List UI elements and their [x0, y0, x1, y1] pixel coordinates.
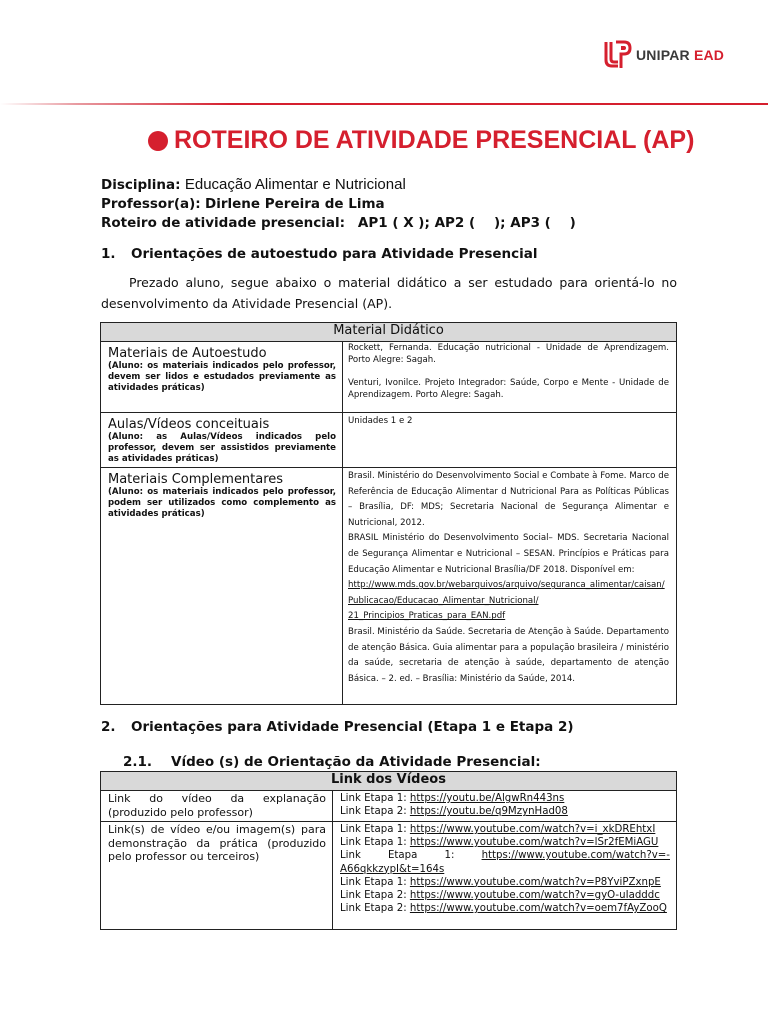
section-1-heading — [101, 246, 538, 262]
reference-link[interactable]: http://www.mds.gov.br/webarquivos/arquivo/seguranca_alimentar/caisan/ — [348, 580, 665, 591]
header-rule — [0, 103, 768, 105]
video-link[interactable]: https://youtu.be/AlgwRn443ns — [409, 793, 565, 804]
table-row — [101, 342, 677, 413]
link-prefix: Link Etapa 2: — [340, 890, 407, 902]
reference-text: Brasil. Ministério da Saúde. Secretaria de Atenção à Saúde. Departamento de atenção Básica. Guia alimentar para a população brasileira / ministério da saúde, secretaria de atenção à saúde, departamento de atenção Básica. – 2. ed. – Brasília: Ministério da Saúde, 2014. — [348, 626, 669, 684]
intro-paragraph: Prezado aluno, segue abaixo o material didático a ser estudado para orientá-lo no desenvolvimento da Atividade Presencial (AP). — [101, 275, 677, 311]
logo-suffix: EAD — [693, 47, 725, 63]
link-prefix: Link — [340, 850, 361, 862]
section-1-title: Orientações de autoestudo para Atividade Presencial — [131, 246, 538, 262]
logo-brand: UNIPAR — [636, 47, 690, 63]
units-cell: Unidades 1 e 2 — [343, 413, 677, 468]
references-cell — [343, 468, 677, 705]
video-link-line — [340, 876, 670, 889]
video-link[interactable]: https://www.youtube.com/watch?v=lSr2fEMiAGU — [409, 837, 659, 849]
logo-text — [636, 47, 724, 63]
video-link-line — [340, 836, 670, 849]
link-prefix: Link Etapa 1: — [340, 876, 407, 888]
reference-link[interactable]: Publicacao/Educacao_Alimentar_Nutricional/ — [348, 595, 539, 606]
video-link[interactable]: https://youtu.be/q9MzynHad08 — [409, 806, 568, 818]
table-row — [101, 468, 677, 705]
section-2-1-heading — [123, 754, 541, 770]
reference-text: Venturi, Ivonilce. Projeto Integrador: Saúde, Corpo e Mente - Unidade de Aprendizagem. Porto Alegre: Sagah. — [348, 378, 669, 400]
professor-label: Professor(a): — [101, 196, 201, 212]
table-row — [101, 822, 677, 930]
section-2-1-number: 2.1. — [123, 754, 153, 770]
section-2-heading — [101, 719, 574, 735]
roteiro-line — [101, 214, 576, 233]
link-prefix: Etapa — [388, 850, 418, 862]
unipar-logo-icon — [604, 40, 632, 70]
category-cell — [101, 413, 343, 468]
section-2-title: Orientações para Atividade Presencial (Etapa 1 e Etapa 2) — [131, 719, 574, 735]
link-prefix: Link Etapa 2: — [340, 806, 407, 818]
disciplina-value: Educação Alimentar e Nutricional — [184, 176, 406, 193]
reference-link[interactable]: 21_Principios_Praticas_para_EAN.pdf — [348, 611, 506, 622]
link-prefix: Link Etapa 1: — [340, 793, 407, 804]
reference-text: BRASIL Ministério do Desenvolvimento Social– MDS. Secretaria Nacional de Segurança Alimentar e Nutricional – SESAN. Princípios e Práticas para Educação Alimentar e Nutricional Brasília/DF 2018. Disponível em: — [348, 533, 669, 575]
category-title: Materiais de Autoestudo — [108, 346, 267, 361]
professor-line — [101, 195, 576, 214]
video-link-line — [340, 849, 670, 862]
professor-value: Dirlene Pereira de Lima — [205, 196, 385, 212]
video-link-line — [340, 823, 670, 836]
bullet-dot-icon — [148, 131, 168, 151]
category-title: Materiais Complementares — [108, 472, 284, 487]
video-link[interactable]: A66qkkzypI&t=164s — [340, 863, 445, 875]
video-link-line — [340, 863, 670, 876]
section-2-1-title: Vídeo (s) de Orientação da Atividade Presencial: — [171, 754, 541, 770]
material-table — [100, 322, 677, 705]
disciplina-label: Disciplina: — [101, 177, 181, 193]
disciplina-line — [101, 175, 576, 195]
video-link-line — [340, 792, 670, 805]
category-note: (Aluno: os materiais indicados pelo professor, podem ser utilizados como complemento as atividades práticas) — [108, 487, 336, 519]
section-2-number: 2. — [101, 719, 116, 735]
video-link-line — [340, 902, 670, 915]
unipar-logo — [604, 40, 724, 70]
roteiro-value: AP1 ( X ); AP2 ( ); AP3 ( ) — [357, 215, 576, 231]
category-cell — [101, 468, 343, 705]
video-links-cell — [333, 791, 677, 822]
table-row — [101, 413, 677, 468]
link-prefix: Link Etapa 2: — [340, 903, 407, 915]
category-title: Aulas/Vídeos conceituais — [108, 417, 270, 432]
link-prefix: 1: — [444, 850, 455, 862]
page-title: ROTEIRO DE ATIVIDADE PRESENCIAL (AP) — [174, 126, 695, 154]
reference-text: Rockett, Fernanda. Educação nutricional - Unidade de Aprendizagem. Porto Alegre: Sagah. — [348, 343, 669, 365]
category-cell — [101, 342, 343, 413]
video-label-cell: Link do vídeo da explanação (produzido pelo professor) — [101, 791, 333, 822]
video-link[interactable]: https://www.youtube.com/watch?v=gyO-uIadddc — [409, 890, 660, 902]
video-table-header: Link dos Vídeos — [101, 772, 677, 791]
video-link[interactable]: https://www.youtube.com/watch?v=i_xkDREhtxI — [409, 824, 656, 835]
video-links-cell — [333, 822, 677, 930]
video-link[interactable]: https://www.youtube.com/watch?v=P8YviPZxnpE — [409, 876, 661, 888]
link-prefix: Link Etapa 1: — [340, 824, 407, 835]
roteiro-label: Roteiro de atividade presencial: — [101, 215, 346, 231]
section-1-number: 1. — [101, 246, 116, 262]
references-cell — [343, 342, 677, 413]
video-link-line — [340, 805, 670, 818]
table-row — [101, 791, 677, 822]
link-prefix: Link Etapa 1: — [340, 837, 407, 849]
reference-text: Brasil. Ministério do Desenvolvimento Social e Combate à Fome. Marco de Referência de Educação Alimentar d Nutricional Para as Políticas Públicas – Brasília, DF: MDS; Secretaria Nacional de Segurança Alimentar e Nutricional, 2012. — [348, 471, 669, 528]
category-note: (Aluno: as Aulas/Vídeos indicados pelo professor, devem ser assistidos previamente as atividades práticas) — [108, 432, 336, 464]
video-label-cell: Link(s) de vídeo e/ou imagem(s) para demonstração da prática (produzido pelo professor ou terceiros) — [101, 822, 333, 930]
title-row — [148, 126, 694, 155]
video-link-line — [340, 889, 670, 902]
material-table-header: Material Didático — [101, 323, 677, 342]
video-table — [100, 771, 677, 930]
category-note: (Aluno: os materiais indicados pelo professor, devem ser lidos e estudados previamente as atividades práticas) — [108, 361, 336, 393]
video-link[interactable]: https://www.youtube.com/watch?v=- — [481, 850, 670, 862]
video-link[interactable]: https://www.youtube.com/watch?v=oem7fAyZooQ — [409, 903, 667, 915]
course-meta — [101, 175, 576, 233]
